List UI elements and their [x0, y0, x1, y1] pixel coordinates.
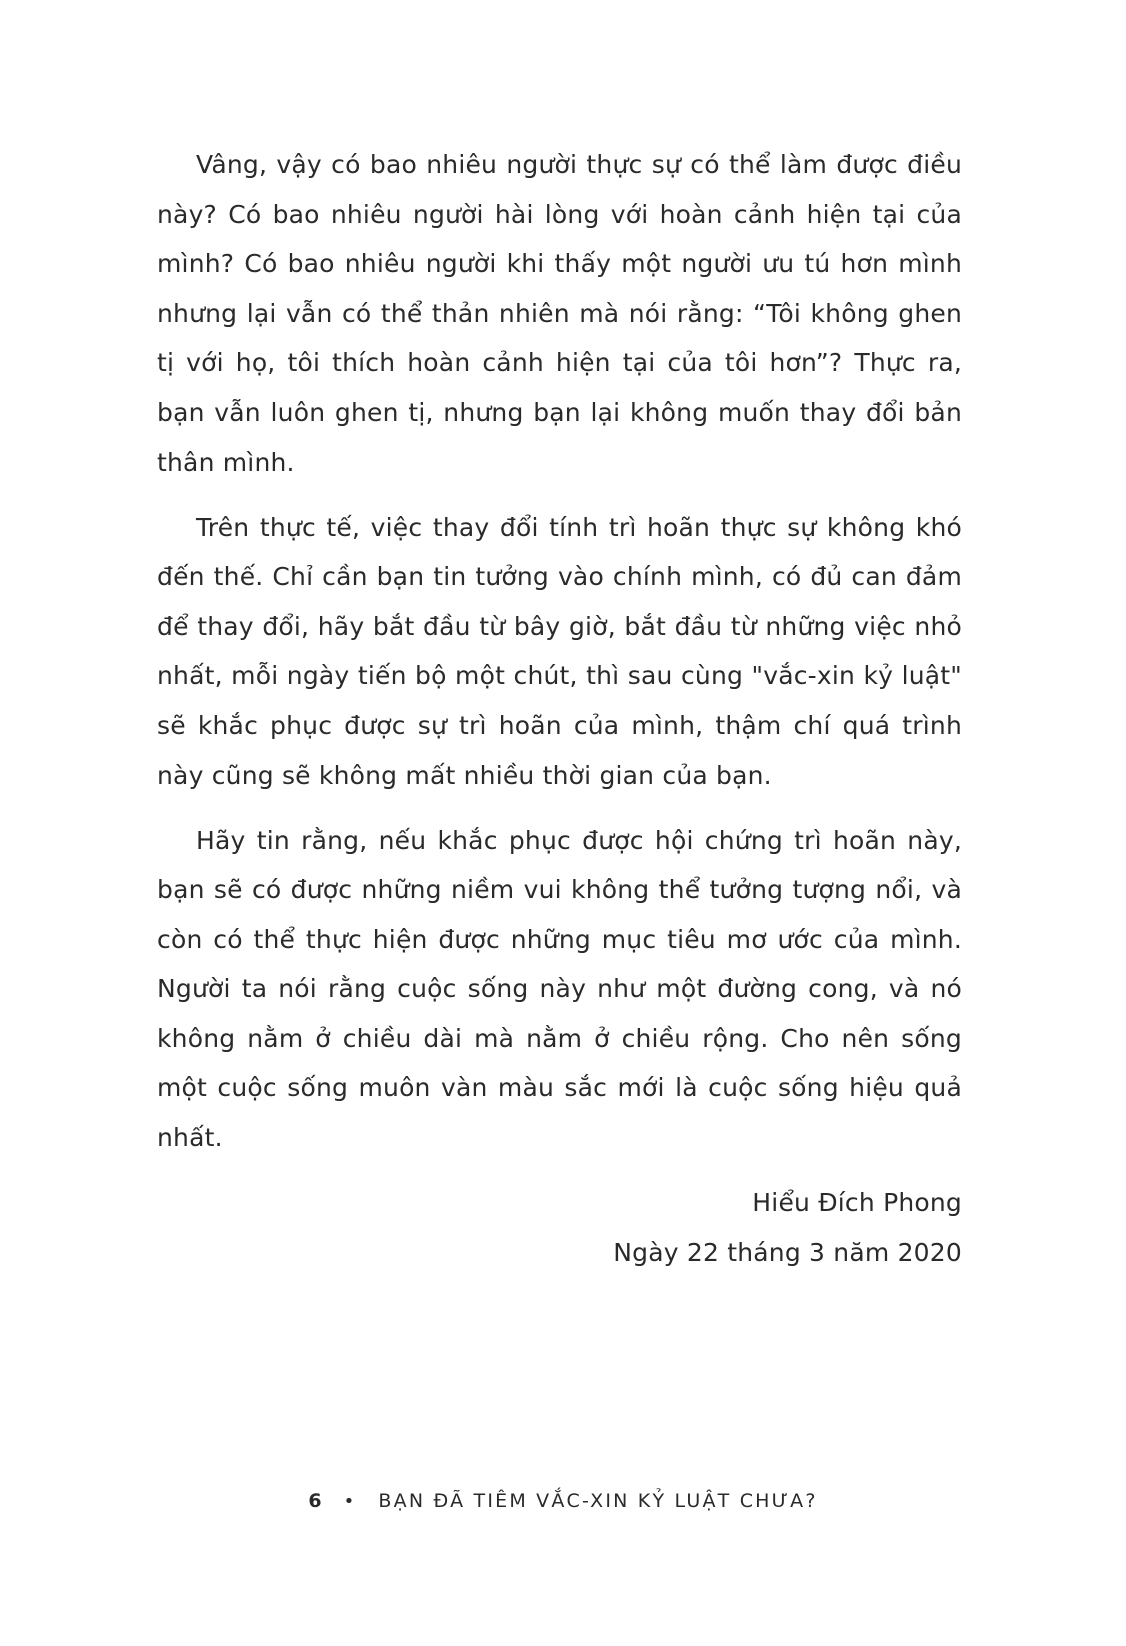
signature-date: Ngày 22 tháng 3 năm 2020 [613, 1237, 962, 1267]
author-name: Hiểu Đích Phong [752, 1188, 962, 1218]
page-number: 6 [308, 1490, 322, 1512]
paragraph-3: Hãy tin rằng, nếu khắc phục được hội chứng trì hoãn này, bạn sẽ có được những niềm vui không thể tưởng tượng nổi, và còn có thể thực hiện được những mục tiêu mơ ước của mình. Người ta nói rằng cuộc sống này như một đường cong, và nó không nằm ở chiều dài mà nằm ở chiều rộng. Cho nên sống một cuộc sống muôn vàn màu sắc mới là cuộc sống hiệu quả nhất. [157, 825, 962, 1153]
bullet-separator: • [343, 1491, 357, 1512]
signature-block [157, 1178, 962, 1277]
body-text [157, 140, 962, 1277]
paragraph-2: Trên thực tế, việc thay đổi tính trì hoãn thực sự không khó đến thế. Chỉ cần bạn tin tưởng vào chính mình, có đủ can đảm để thay đổi, hãy bắt đầu từ bây giờ, bắt đầu từ những việc nhỏ nhất, mỗi ngày tiến bộ một chút, thì sau cùng "vắc-xin kỷ luật" sẽ khắc phục được sự trì hoãn của mình, thậm chí quá trình này cũng sẽ không mất nhiều thời gian của bạn. [157, 512, 962, 790]
paragraph-1: Vâng, vậy có bao nhiêu người thực sự có thể làm được điều này? Có bao nhiêu người hài lòng với hoàn cảnh hiện tại của mình? Có bao nhiêu người khi thấy một người ưu tú hơn mình nhưng lại vẫn có thể thản nhiên mà nói rằng: “Tôi không ghen tị với họ, tôi thích hoàn cảnh hiện tại của tôi hơn”? Thực ra, bạn vẫn luôn ghen tị, nhưng bạn lại không muốn thay đổi bản thân mình. [157, 150, 962, 477]
book-title: BẠN ĐÃ TIÊM VẮC-XIN KỶ LUẬT CHƯA? [378, 1490, 818, 1512]
page-footer [0, 1490, 1126, 1512]
